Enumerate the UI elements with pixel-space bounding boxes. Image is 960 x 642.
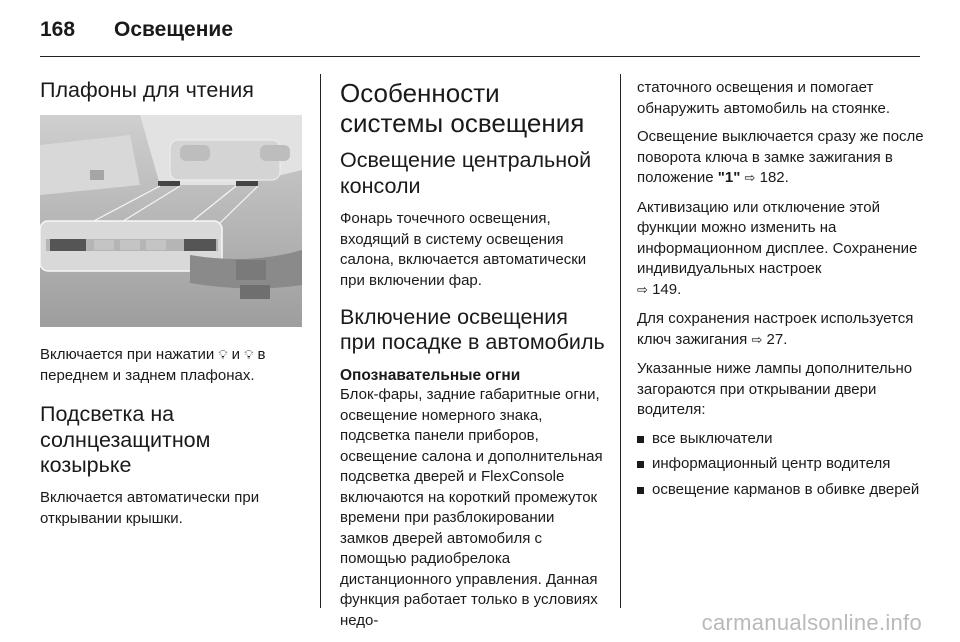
identification-lights-text: Блок-фары, задние габаритные огни, освещение номерного знака, подсветка панели приборов, освещение салона и дополнительная подсветка дверей и FlexConsole включаются на короткий промежуток времени при разблокировании замков дверей автомобиля с помощью радиобрелока дистанционного управления. Данная функция работает только в условиях недо- bbox=[340, 386, 603, 629]
overhead-console-illustration bbox=[40, 115, 302, 327]
sunvisor-text: Включается автоматически при открывании крышки. bbox=[40, 489, 260, 527]
identification-lights-heading: Опознавательные огни bbox=[340, 366, 521, 384]
section-title: Освещение bbox=[114, 18, 233, 41]
lamp-right-icon: 💡︎ bbox=[244, 347, 254, 363]
list-item: освещение карманов в обивке дверей bbox=[637, 480, 925, 501]
driver-door-text: Указанные ниже лампы дополнительно загораются при открывании двери водителя: bbox=[637, 360, 913, 418]
list-item: все выключатели bbox=[637, 429, 925, 450]
key-storage-text: Для сохранения настроек используется ключ зажигания ⇨ 27. bbox=[637, 310, 914, 348]
column-3 bbox=[637, 78, 925, 505]
center-console-heading: Освещение центральной консоли bbox=[340, 148, 592, 198]
page-reference-arrow-icon: ⇨ bbox=[744, 171, 756, 186]
switch-off-text: Освещение выключается сразу же после поворота ключа в замке зажигания в положение "1" ⇨ 182. bbox=[637, 128, 924, 186]
continuation-text: статочного освещения и помогает обнаружить автомобиль на стоянке. bbox=[637, 79, 891, 117]
reading-lights-text: Включается при нажатии 💡︎ и 💡︎ в переднем и заднем плафонах. bbox=[40, 346, 266, 384]
page-reference-arrow-icon: ⇨ bbox=[751, 332, 763, 348]
column-divider-1 bbox=[320, 74, 321, 608]
lamp-list bbox=[637, 429, 925, 501]
column-2 bbox=[340, 78, 606, 639]
lamp-left-icon: 💡︎ bbox=[218, 347, 228, 363]
page-reference[interactable]: 149. bbox=[652, 280, 682, 298]
reading-lights-figure bbox=[40, 115, 302, 327]
center-console-text: Фонарь точечного освещения, входящий в систему освещения салона, включается автоматически при включении фар. bbox=[340, 210, 587, 289]
page-reference-arrow-icon: ⇨ bbox=[637, 282, 648, 298]
reading-lights-heading: Плафоны для чтения bbox=[40, 78, 254, 102]
entry-lighting-heading: Включение освещения при посадке в автомобиль bbox=[340, 305, 605, 355]
lighting-features-heading: Особенности системы освещения bbox=[340, 78, 585, 139]
column-1 bbox=[40, 78, 302, 537]
page-reference[interactable]: 27. bbox=[766, 330, 788, 348]
page-number: 168 bbox=[40, 18, 76, 41]
list-item: информационный центр водителя bbox=[637, 454, 925, 475]
column-divider-2 bbox=[620, 74, 621, 608]
watermark: carmanualsonline.info bbox=[701, 610, 922, 635]
activation-text: Активизацию или отключение этой функции можно изменить на информационном дисплее. Сохранение индивидуальных настроек ⇨ 149. bbox=[637, 198, 918, 298]
header-rule bbox=[40, 56, 920, 57]
sunvisor-heading: Подсветка на солнцезащитном козырьке bbox=[40, 402, 211, 478]
page-reference[interactable]: 182. bbox=[759, 169, 789, 186]
